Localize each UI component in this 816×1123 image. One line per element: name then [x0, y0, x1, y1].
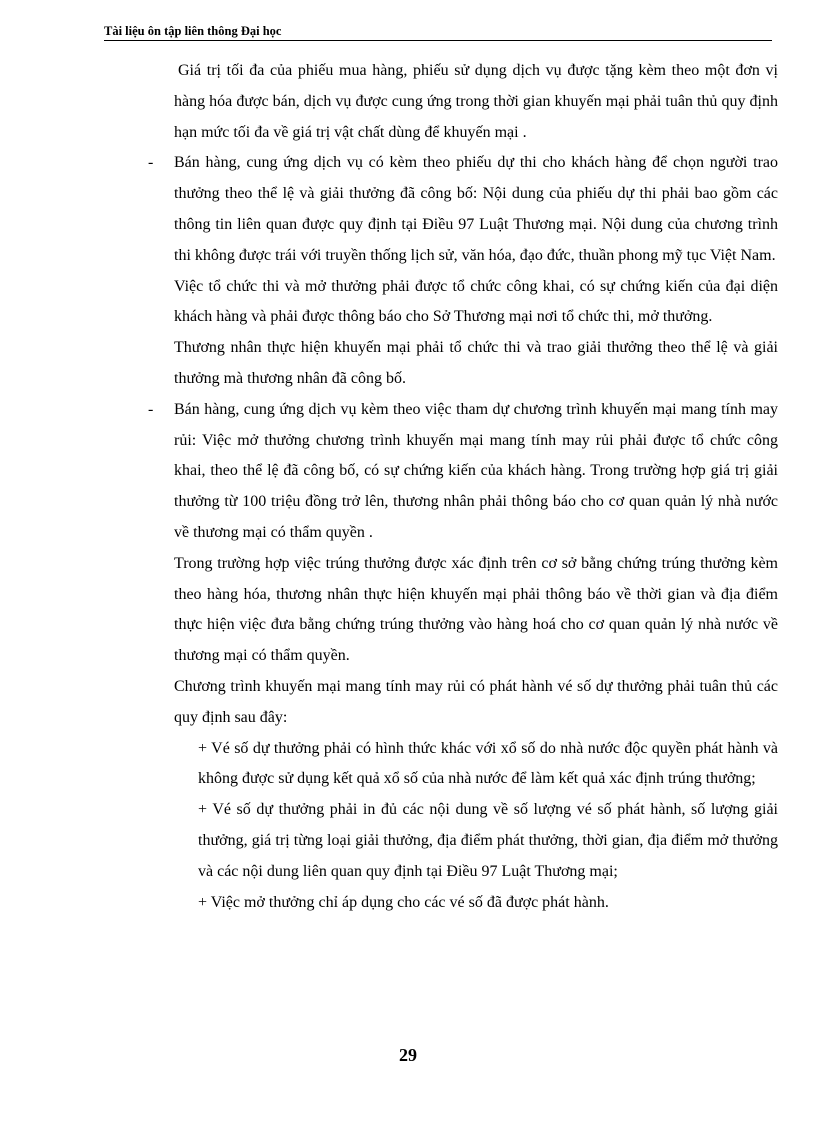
list-item: + Vé số dự thưởng phải in đủ các nội dung về số lượng vé số phát hành, số lượng giải thưởng, giá trị từng loại giải thưởng, địa điểm phát thưởng, thời gian, địa điểm mở thưởng và các nội dung liên quan quy định tại Điều 97 Luật Thương mại; [198, 801, 778, 880]
paragraph-winning-proof: Trong trường hợp việc trúng thưởng được xác định trên cơ sở bằng chứng trúng thưởng kèm theo hàng hóa, thương nhân thực hiện khuyến mại phải thông báo về thời gian và địa điểm thực hiện việc đưa bằng chứng trúng thưởng vào hàng hoá cho cơ quan quản lý nhà nước về thương mại có thẩm quyền. [174, 554, 778, 665]
paragraph-contest-awards: Thương nhân thực hiện khuyến mại phải tổ chức thi và trao giải thưởng theo thể lệ và giải thưởng mà thương nhân đã công bố. [174, 339, 778, 387]
bullet-item-lottery-promotion [0, 395, 778, 549]
document-header [104, 24, 772, 41]
bullet-text: Bán hàng, cung ứng dịch vụ có kèm theo phiếu dự thi cho khách hàng để chọn người trao thưởng theo thể lệ và giải thưởng đã công bố: Nội dung của phiếu dự thi phải bao gồm các thông tin liên quan được quy định tại Điều 97 Luật Thương mại. Nội dung của chương trình thi không được trái với truyền thống lịch sử, văn hóa, đạo đức, thuần phong mỹ tục Việt Nam. [174, 154, 778, 264]
paragraph-voucher-limit: Giá trị tối đa của phiếu mua hàng, phiếu sử dụng dịch vụ được tặng kèm theo một đơn vị hàng hóa được bán, dịch vụ được cung ứng trong thời gian khuyến mại phải tuân thủ quy định hạn mức tối đa về giá trị vật chất dùng để khuyến mại . [174, 62, 778, 141]
paragraph-contest-organization: Việc tổ chức thi và mở thưởng phải được tổ chức công khai, có sự chứng kiến của đại diện khách hàng và phải được thông báo cho Sở Thương mại nơi tổ chức thi, mở thưởng. [174, 277, 778, 326]
document-body [0, 56, 816, 918]
bullet-item-contest [0, 148, 778, 271]
bullet-text: Bán hàng, cung ứng dịch vụ kèm theo việc tham dự chương trình khuyến mại mang tính may rủi: Việc mở thưởng chương trình khuyến mại mang tính may rủi phải được tổ chức công khai, theo thể lệ đã công bố, có sự chứng kiến của khách hàng. Trong trường hợp giá trị giải thưởng từ 100 triệu đồng trở lên, thương nhân phải thông báo cho cơ quan quản lý nhà nước về thương mại có thẩm quyền . [174, 400, 778, 541]
header-title: Tài liệu ôn tập liên thông Đại học [104, 24, 282, 38]
list-item: + Việc mở thưởng chỉ áp dụng cho các vé số đã được phát hành. [198, 893, 609, 911]
bullet-dash: - [148, 400, 154, 418]
bullet-dash: - [148, 154, 154, 172]
list-item: + Vé số dự thưởng phải có hình thức khác với xổ số do nhà nước độc quyền phát hành và không được sử dụng kết quả xổ số của nhà nước để làm kết quả xác định trúng thưởng; [198, 739, 778, 788]
page-number: 29 [399, 1045, 417, 1065]
paragraph-lottery-ticket-rules: Chương trình khuyến mại mang tính may rủi có phát hành vé số dự thưởng phải tuân thủ các quy định sau đây: [174, 677, 778, 726]
